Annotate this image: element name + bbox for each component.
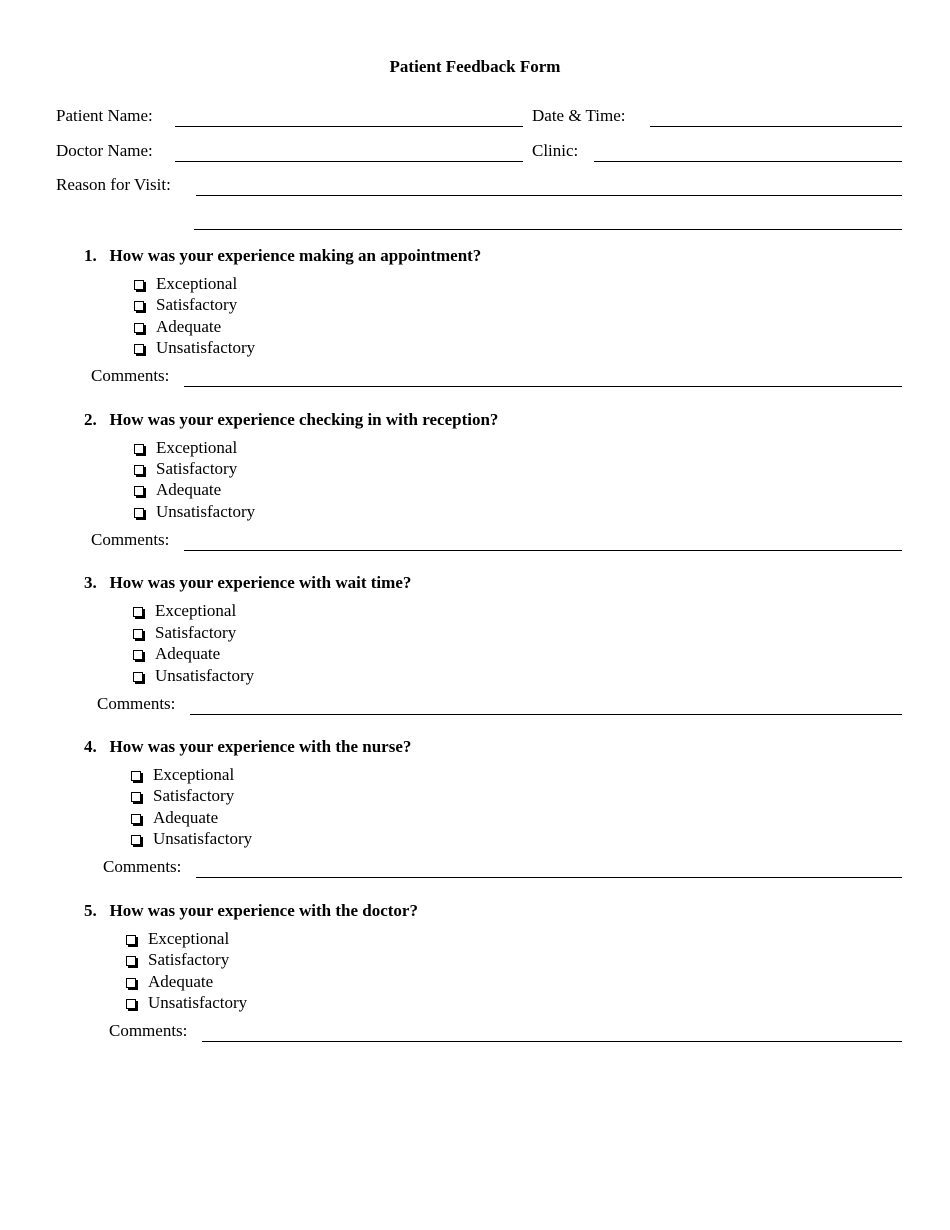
checkbox-icon[interactable] (134, 486, 144, 496)
checkbox-icon[interactable] (131, 835, 141, 845)
checkbox-icon[interactable] (133, 650, 143, 660)
option-exceptional[interactable]: Exceptional (133, 601, 236, 621)
option-exceptional[interactable]: Exceptional (131, 765, 234, 785)
question-1 (84, 246, 481, 266)
question-number: 4. (84, 737, 97, 756)
patient-name-field[interactable] (175, 126, 523, 127)
question-text: How was your experience with the nurse? (109, 737, 412, 756)
patient-name-label: Patient Name: (56, 106, 153, 125)
reason-label: Reason for Visit: (56, 175, 171, 194)
question-4 (84, 737, 411, 757)
checkbox-icon[interactable] (126, 999, 136, 1009)
option-unsatisfactory[interactable]: Unsatisfactory (131, 829, 252, 849)
checkbox-icon[interactable] (134, 444, 144, 454)
option-unsatisfactory[interactable]: Unsatisfactory (133, 666, 254, 686)
checkbox-icon[interactable] (131, 792, 141, 802)
question-3 (84, 573, 411, 593)
comments-label: Comments: (103, 857, 182, 876)
option-unsatisfactory[interactable]: Unsatisfactory (134, 502, 255, 522)
checkbox-icon[interactable] (134, 508, 144, 518)
option-adequate[interactable]: Adequate (131, 808, 218, 828)
comments-field-1[interactable] (184, 386, 902, 387)
option-unsatisfactory[interactable]: Unsatisfactory (134, 338, 255, 358)
reason-field-line-2[interactable] (194, 229, 902, 230)
option-satisfactory[interactable]: Satisfactory (134, 295, 237, 315)
checkbox-icon[interactable] (134, 280, 144, 290)
checkbox-icon[interactable] (134, 301, 144, 311)
checkbox-icon[interactable] (133, 672, 143, 682)
page-title: Patient Feedback Form (389, 57, 561, 76)
option-satisfactory[interactable]: Satisfactory (126, 950, 229, 970)
checkbox-icon[interactable] (133, 607, 143, 617)
question-text: How was your experience making an appointment? (109, 246, 482, 265)
clinic-label: Clinic: (532, 141, 579, 160)
comments-field-4[interactable] (196, 877, 902, 878)
checkbox-icon[interactable] (126, 935, 136, 945)
checkbox-icon[interactable] (133, 629, 143, 639)
option-unsatisfactory[interactable]: Unsatisfactory (126, 993, 247, 1013)
comments-label: Comments: (109, 1021, 188, 1040)
checkbox-icon[interactable] (134, 323, 144, 333)
comments-field-2[interactable] (184, 550, 902, 551)
comments-field-5[interactable] (202, 1041, 902, 1042)
comments-label: Comments: (91, 530, 170, 549)
comments-label: Comments: (91, 366, 170, 385)
doctor-name-field[interactable] (175, 161, 523, 162)
question-text: How was your experience checking in with reception? (109, 410, 499, 429)
option-adequate[interactable]: Adequate (134, 480, 221, 500)
option-adequate[interactable]: Adequate (134, 317, 221, 337)
question-text: How was your experience with wait time? (109, 573, 412, 592)
checkbox-icon[interactable] (131, 814, 141, 824)
option-exceptional[interactable]: Exceptional (126, 929, 229, 949)
reason-field-line-1[interactable] (196, 195, 902, 196)
question-5 (84, 901, 418, 921)
doctor-name-label: Doctor Name: (56, 141, 153, 160)
date-time-label: Date & Time: (532, 106, 626, 125)
question-number: 2. (84, 410, 97, 429)
comments-label: Comments: (97, 694, 176, 713)
option-exceptional[interactable]: Exceptional (134, 274, 237, 294)
date-time-field[interactable] (650, 126, 902, 127)
option-adequate[interactable]: Adequate (126, 972, 213, 992)
checkbox-icon[interactable] (126, 978, 136, 988)
checkbox-icon[interactable] (134, 344, 144, 354)
question-number: 3. (84, 573, 97, 592)
checkbox-icon[interactable] (131, 771, 141, 781)
comments-field-3[interactable] (190, 714, 902, 715)
option-adequate[interactable]: Adequate (133, 644, 220, 664)
option-satisfactory[interactable]: Satisfactory (133, 623, 236, 643)
checkbox-icon[interactable] (126, 956, 136, 966)
clinic-field[interactable] (594, 161, 902, 162)
option-exceptional[interactable]: Exceptional (134, 438, 237, 458)
question-number: 1. (84, 246, 97, 265)
checkbox-icon[interactable] (134, 465, 144, 475)
option-satisfactory[interactable]: Satisfactory (131, 786, 234, 806)
question-2 (84, 410, 498, 430)
question-number: 5. (84, 901, 97, 920)
question-text: How was your experience with the doctor? (109, 901, 418, 920)
option-satisfactory[interactable]: Satisfactory (134, 459, 237, 479)
